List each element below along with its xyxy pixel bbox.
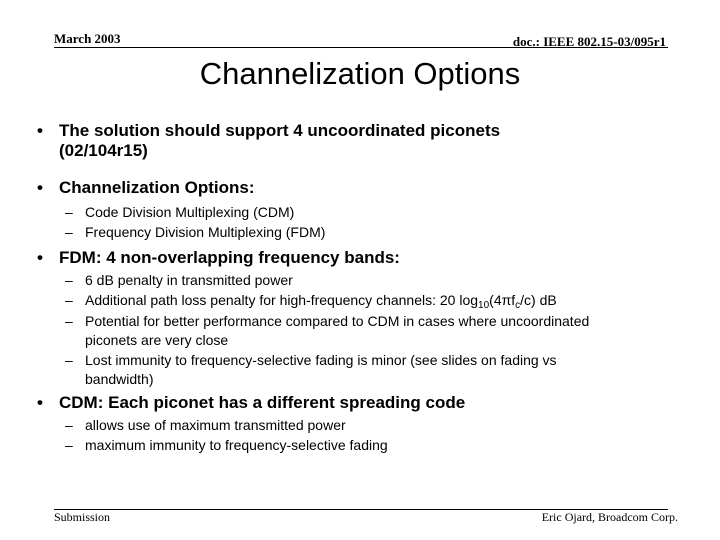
bullet-2-text: Channelization Options: [59, 178, 255, 197]
bullet-icon: • [37, 121, 43, 140]
dash-icon: – [65, 313, 73, 329]
bullet-3-text: FDM: 4 non-overlapping frequency bands: [59, 248, 400, 267]
dash-icon: – [65, 272, 73, 288]
bullet-icon: • [37, 178, 43, 197]
slide: March 2003 doc.: IEEE 802.15-03/095r1 Channelization Options • The solution should support 4 uncoordinated piconets (02/104r15) • Channelization Options: – Code Division Multiplexing (CDM) – Frequency Division Multiplexing (FDM) • FDM: 4 non-overlapping frequency bands: – 6 dB penalty in transmitted power – Additional path loss penalty for high-frequency channels: 20 $\log_{10}(4\pi f_c/c)$ dB – Potential for better performance compared to CDM in cases where uncoordinated piconets are very close – Lost immunity to frequency-selective fading is minor (see slides on fading vs bandwidth) • CDM: Each piconet has a different spreading code – allows use of maximum transmitted power – maximum immunity to frequency-selective fading Submission Eric Ojard, Broadcom Corp. [0, 0, 720, 540]
header-divider [54, 47, 668, 48]
bullet-4-text: CDM: Each piconet has a different spreading code [59, 393, 466, 412]
dash-icon: – [65, 352, 73, 368]
dash-icon: – [65, 437, 73, 453]
slide-title: Channelization Options [199, 56, 521, 91]
dash-icon: – [65, 292, 73, 308]
footer-right: Eric Ojard, Broadcom Corp. [541, 510, 678, 524]
header-doc-id: doc.: IEEE 802.15-03/095r1 [512, 34, 666, 49]
header-date: March 2003 [54, 31, 121, 46]
dash-icon: – [65, 417, 73, 433]
path-loss-formula: Additional path loss penalty for high-frequency channels: 20 $\log_{10}(4\pi f_c/c)$ dB [85, 292, 557, 311]
dash-icon: – [65, 204, 73, 220]
bullet-1-text: The solution should support 4 uncoordinated piconets (02/104r15) [59, 121, 501, 160]
bullet-icon: • [37, 248, 43, 267]
dash-icon: – [65, 224, 73, 240]
bullet-icon: • [37, 393, 43, 412]
footer-left: Submission [54, 510, 111, 524]
